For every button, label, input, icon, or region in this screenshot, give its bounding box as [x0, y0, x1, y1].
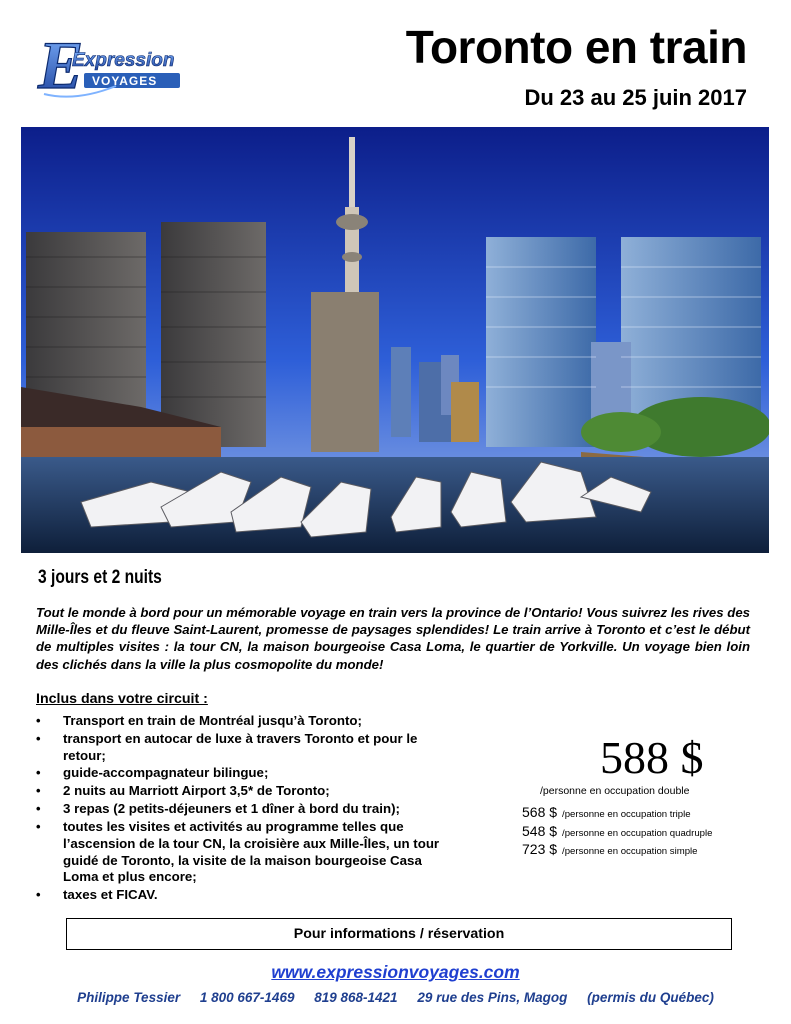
bullet-icon: • — [36, 887, 41, 903]
svg-text:E: E — [38, 27, 84, 102]
list-item-text: transport en autocar de luxe à travers Toronto et pour le retour; — [63, 730, 418, 763]
price-row-quadruple — [522, 823, 712, 842]
list-item-text: toutes les visites et activités au programme telles que l’ascension de la tour CN, la croisière aux Mille-Îles, un tour guidé de Toronto, la visite de la maison bourgeoise Casa Loma et plus encore; — [63, 819, 440, 885]
permit-note: (permis du Québec) — [587, 990, 714, 1005]
toronto-skyline-illustration — [21, 127, 769, 553]
address: 29 rue des Pins, Magog — [417, 990, 568, 1005]
bullet-icon: • — [36, 801, 41, 817]
list-item — [36, 783, 456, 800]
list-item — [36, 731, 456, 764]
list-item — [36, 801, 456, 818]
trip-description: Tout le monde à bord pour un mémorable voyage en train vers la province de l’Ontario! Vous suivrez les rives des Mille-Îles et du fleuve Saint-Laurent, promesse de paysages splendides! Le train arrive à Toronto et c’est le début de multiples visites : la tour CN, la maison bourgeoise Casa Loma, le quartier de Yorkville. Un voyage bien loin des clichés dans la ville la plus cosmopolite du monde! — [36, 605, 750, 672]
website-link[interactable]: www.expressionvoyages.com — [271, 962, 520, 982]
bullet-icon: • — [36, 730, 41, 746]
list-item-text: Transport en train de Montréal jusqu’à Toronto; — [63, 713, 362, 728]
price-row-triple — [522, 804, 712, 823]
toronto-harbour-photo — [21, 127, 769, 553]
list-item — [36, 887, 456, 904]
price-value: 548 $ — [522, 822, 558, 839]
price-note: /personne en occupation triple — [562, 809, 691, 820]
main-price: 588 $ — [600, 732, 704, 783]
price-note: /personne en occupation simple — [562, 846, 698, 857]
logo-graphic — [36, 26, 186, 102]
list-item-text: 2 nuits au Marriott Airport 3,5* de Toronto; — [63, 783, 330, 799]
price-list — [522, 804, 712, 860]
price-value: 568 $ — [522, 804, 558, 820]
expression-voyages-logo — [36, 26, 186, 102]
price-note: /personne en occupation quadruple — [562, 827, 713, 839]
list-item — [36, 819, 456, 886]
list-item — [36, 713, 456, 730]
included-heading: Inclus dans votre circuit : — [36, 691, 208, 707]
phone-local[interactable]: 819 868-1421 — [314, 990, 398, 1005]
bullet-icon: • — [36, 783, 41, 799]
contact-footer — [0, 990, 791, 1005]
svg-text:VOYAGES: VOYAGES — [92, 74, 158, 88]
list-item-text: taxes et FICAV. — [63, 887, 158, 903]
trip-dates: Du 23 au 25 juin 2017 — [524, 85, 747, 110]
trip-duration: 3 jours et 2 nuits — [38, 567, 162, 588]
bullet-icon: • — [36, 765, 41, 781]
bullet-icon: • — [36, 819, 41, 835]
phone-tollfree[interactable]: 1 800 667-1469 — [199, 990, 295, 1005]
page-title: Toronto en train — [405, 21, 747, 73]
list-item-text: guide-accompagnateur bilingue; — [63, 765, 269, 781]
bullet-icon: • — [36, 713, 41, 728]
included-list — [36, 713, 456, 905]
info-reservation-box: Pour informations / réservation — [66, 918, 732, 950]
svg-text:Expression: Expression — [72, 50, 175, 71]
main-price-note: /personne en occupation double — [540, 785, 690, 797]
price-value: 723 $ — [522, 841, 558, 857]
contact-name: Philippe Tessier — [77, 990, 181, 1005]
list-item-text: 3 repas (2 petits-déjeuners et 1 dîner à bord du train); — [63, 801, 400, 817]
price-row-single — [522, 841, 712, 860]
list-item — [36, 765, 456, 782]
